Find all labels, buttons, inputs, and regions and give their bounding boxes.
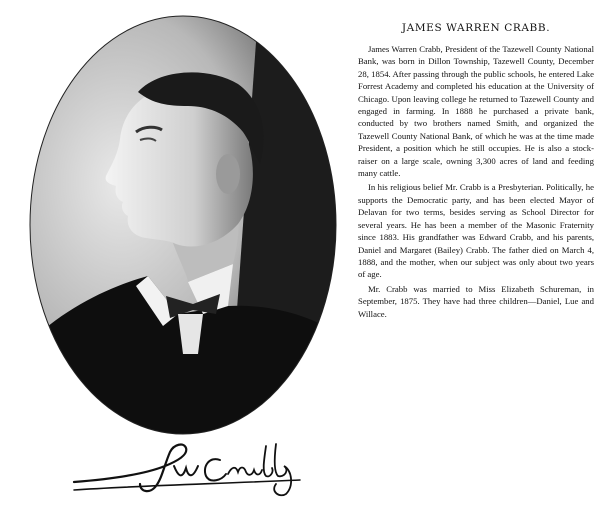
portrait-photo xyxy=(28,14,338,436)
biography-paragraph-3: Mr. Crabb was married to Miss Elizabeth Schureman, in September, 1875. They have had three children—Daniel, Lue and Willace. xyxy=(358,283,594,319)
article-title: JAMES WARREN CRABB. xyxy=(401,22,551,34)
signature xyxy=(70,436,310,498)
biography-article xyxy=(358,22,594,322)
biography-paragraph-2: In his religious belief Mr. Crabb is a Presbyterian. Politically, he supports the Democratic party, and has been elected Mayor of Delavan for two terms, besides serving as School Director for several years. He has been a member of the Masonic Fraternity since 1883. His grandfather was Edward Crabb, and his parents, Daniel and Margaret (Bailey) Crabb. The father died on March 4, 1888, and the mother, when our subject was only about two years of age. xyxy=(358,182,594,280)
biography-paragraph-1: James Warren Crabb, President of the Tazewell County National Bank, was born in Dillon Township, Tazewell County, December 28, 1854. After passing through the public schools, he entered Lake Forrest Academy and completed his education at the University of Chicago. Upon leaving college he returned to Tazewell County and engaged in farming. In 1888 he purchased a private bank, conducted by two brothers named Smith, and organized the Tazewell County National Bank, of which he was at the time made President, a position which he still occupies. He is also a stock-raiser on a large scale, owning 3,300 acres of land and feeding many cattle. xyxy=(358,44,594,179)
